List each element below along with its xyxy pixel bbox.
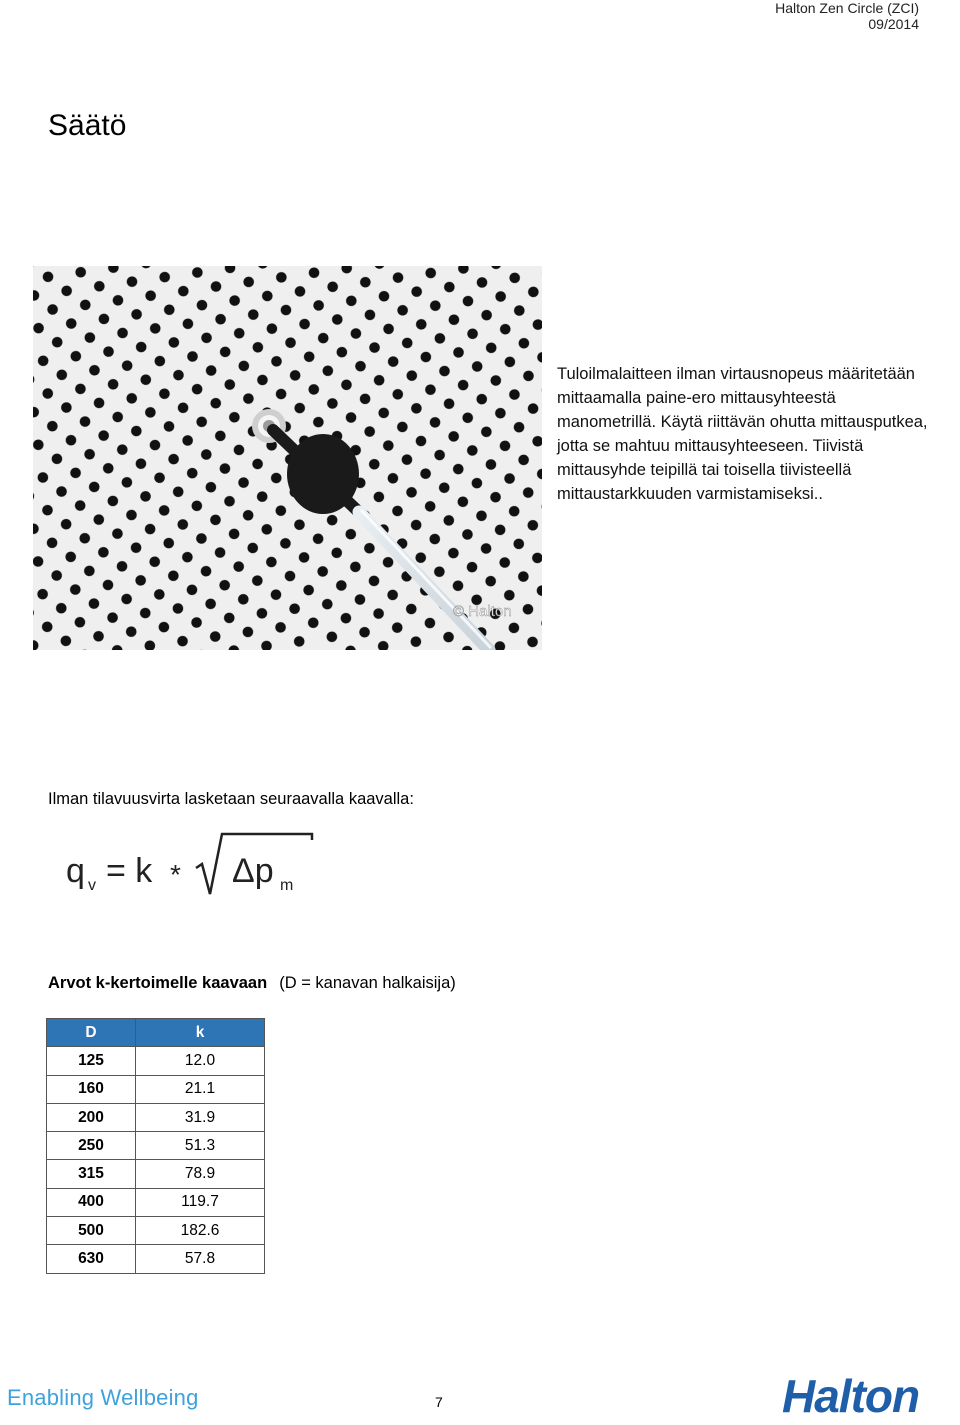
halton-logo [782, 1372, 960, 1423]
page-header [775, 0, 919, 32]
cell-k: 119.7 [136, 1188, 265, 1216]
table-row [47, 1047, 265, 1075]
cell-d: 500 [47, 1217, 136, 1245]
formula-dp-sub: m [280, 877, 294, 894]
table-heading [48, 971, 456, 995]
cell-k: 182.6 [136, 1217, 265, 1245]
cell-d: 160 [47, 1075, 136, 1103]
formula-eq-k: = k [106, 852, 153, 890]
table-row [47, 1217, 265, 1245]
table-title: Arvot k-kertoimelle kaavaan [48, 974, 268, 992]
formula-operator: * [170, 859, 181, 890]
table-row [47, 1160, 265, 1188]
cell-k: 78.9 [136, 1160, 265, 1188]
footer-slogan: Enabling Wellbeing [7, 1385, 199, 1410]
header-product: Halton Zen Circle (ZCI) [775, 0, 919, 16]
photo-watermark: © Halton [453, 603, 512, 620]
measurement-photo [33, 266, 542, 650]
table-row [47, 1132, 265, 1160]
cell-k: 51.3 [136, 1132, 265, 1160]
cell-k: 31.9 [136, 1103, 265, 1131]
table-row [47, 1245, 265, 1273]
page-title: Säätö [48, 109, 127, 142]
description-paragraph: Tuloilmalaitteen ilman virtausnopeus määritetään mittaamalla paine-ero mittausyhteestä manometrillä. Käytä riittävän ohutta mittausputkea, jotta se mahtuu mittausyhteeseen. Tiivistä mittausyhde teipillä tai toisella tiivisteellä mittaustarkkuuden varmistamiseksi.. [557, 365, 928, 503]
header-date: 09/2014 [868, 16, 919, 32]
cell-d: 400 [47, 1188, 136, 1216]
column-header-k: k [136, 1019, 265, 1047]
logo-text: Halton [782, 1372, 920, 1418]
cell-d: 250 [47, 1132, 136, 1160]
cell-k: 57.8 [136, 1245, 265, 1273]
k-factor-table [46, 1018, 265, 1274]
cell-d: 630 [47, 1245, 136, 1273]
column-header-d: D [47, 1019, 136, 1047]
formula-q: q [66, 852, 85, 890]
table-row [47, 1103, 265, 1131]
formula-q-sub: v [88, 877, 96, 894]
table-row [47, 1188, 265, 1216]
cell-k: 12.0 [136, 1047, 265, 1075]
table-row [47, 1075, 265, 1103]
formula-intro: Ilman tilavuusvirta lasketaan seuraavalla kaavalla: [48, 790, 414, 808]
table-header-row [47, 1019, 265, 1047]
cell-d: 315 [47, 1160, 136, 1188]
formula-dp: Δp [232, 852, 274, 890]
flow-formula [62, 828, 322, 907]
table-note: (D = kanavan halkaisija) [279, 974, 456, 992]
cell-k: 21.1 [136, 1075, 265, 1103]
cell-d: 200 [47, 1103, 136, 1131]
cell-d: 125 [47, 1047, 136, 1075]
page-number: 7 [435, 1394, 443, 1410]
